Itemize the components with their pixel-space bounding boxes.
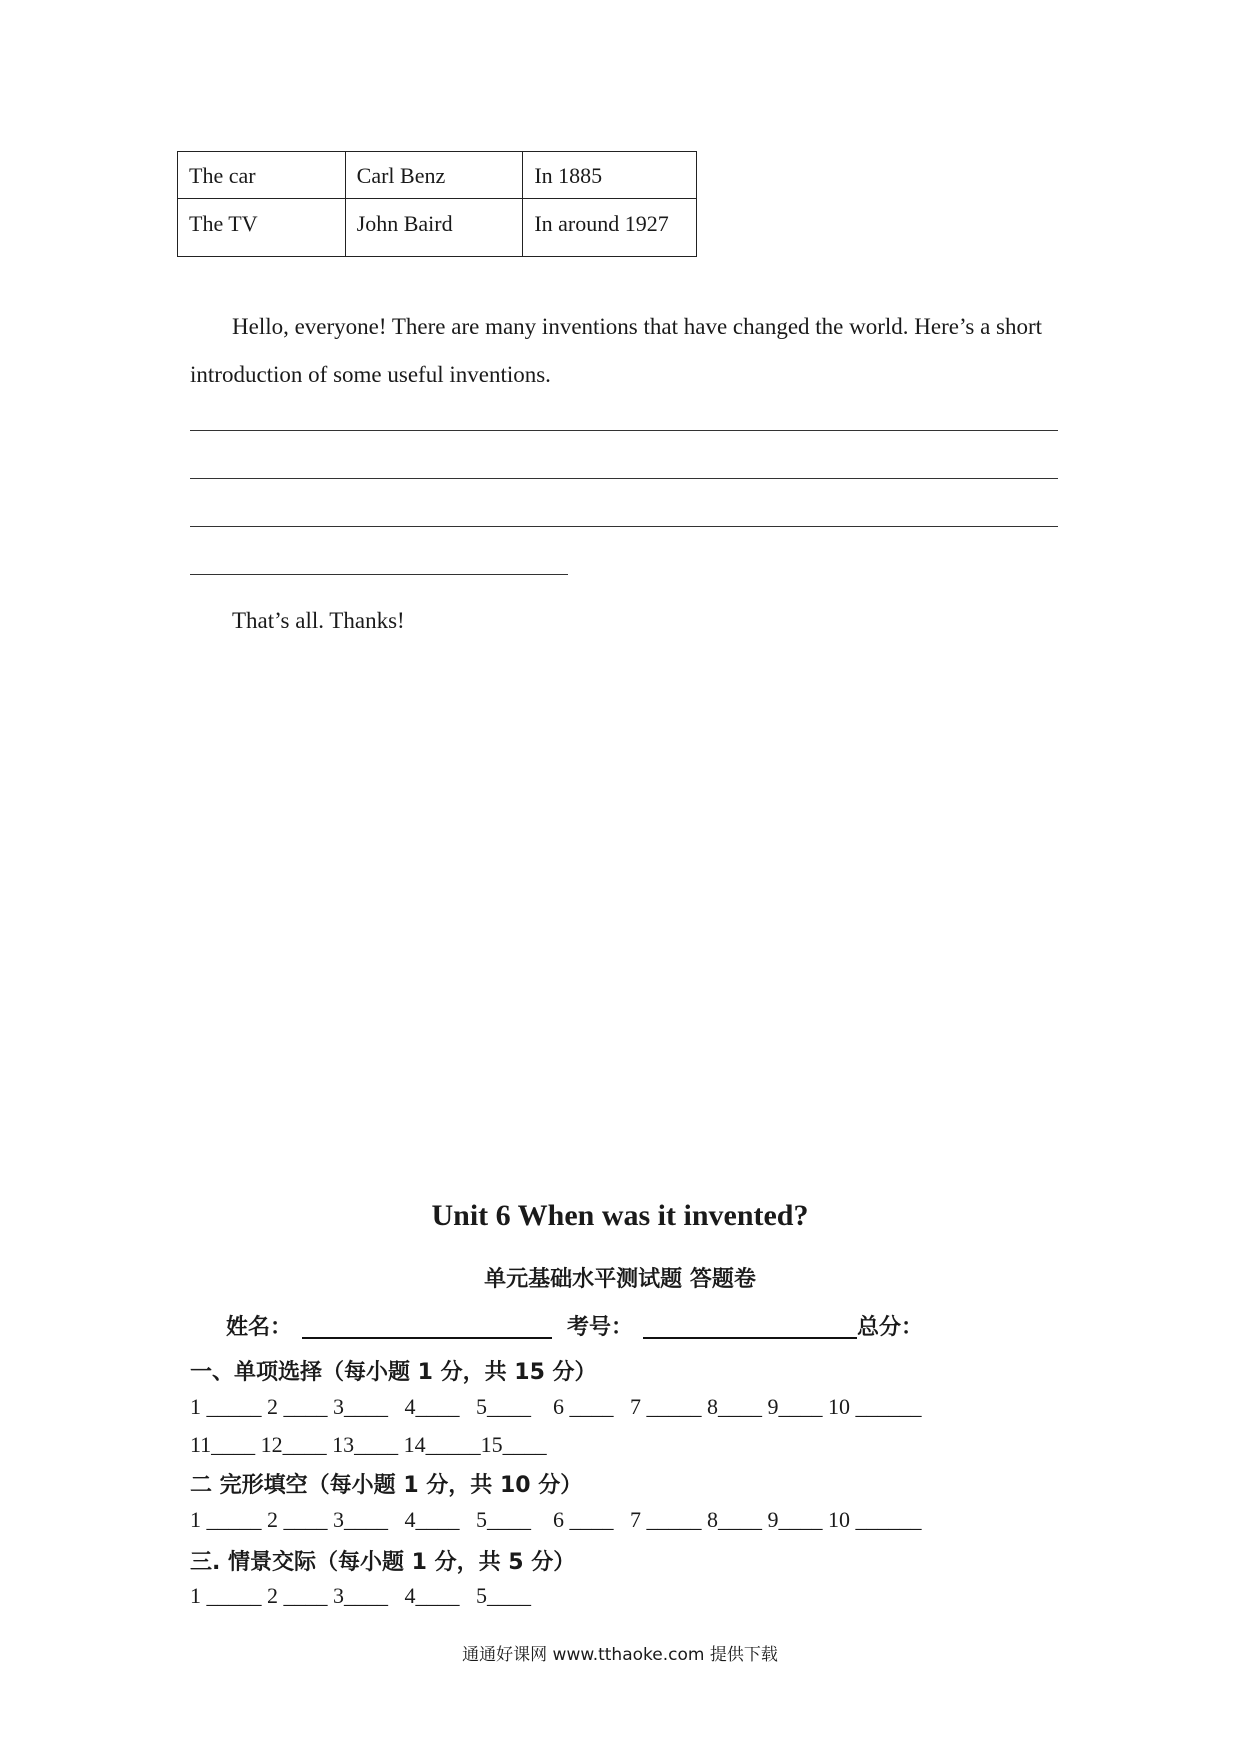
writing-line xyxy=(190,430,1058,431)
answer-sheet-subtitle: 单元基础水平测试题 答题卷 xyxy=(484,1267,756,1292)
table-cell: John Baird xyxy=(345,199,523,257)
table-cell: Carl Benz xyxy=(345,152,523,199)
table-cell: The car xyxy=(178,152,346,199)
footer-text: 通通好课网 www.tthaoke.com 提供下载 xyxy=(462,1645,778,1665)
table-cell: In around 1927 xyxy=(523,199,697,257)
section1-answer-row[interactable]: 11____ 12____ 13____ 14_____15____ xyxy=(190,1432,547,1457)
inventions-table xyxy=(177,151,697,257)
name-label: 姓名： xyxy=(226,1315,293,1340)
score-label: 总分： xyxy=(857,1315,924,1340)
table-row xyxy=(178,199,697,257)
table-cell: The TV xyxy=(178,199,346,257)
writing-line xyxy=(190,478,1058,479)
intro-paragraph: Hello, everyone! There are many inventions that have changed the world. Here’s a short introduction of some useful inventions. xyxy=(190,314,1043,387)
answer-sheet-title: Unit 6 When was it invented? xyxy=(431,1199,809,1232)
writing-line xyxy=(190,526,1058,527)
writing-line xyxy=(190,574,568,575)
closing-paragraph: That’s all. Thanks! xyxy=(232,608,405,633)
section3-answer-row[interactable]: 1 _____ 2 ____ 3____ 4____ 5____ xyxy=(190,1583,531,1608)
section1-title: 一、单项选择（每小题 1 分，共 15 分） xyxy=(190,1360,597,1385)
section3-title: 三. 情景交际（每小题 1 分，共 5 分） xyxy=(190,1550,576,1575)
name-blank[interactable] xyxy=(302,1337,552,1339)
section2-answer-row[interactable]: 1 _____ 2 ____ 3____ 4____ 5____ 6 ____ 7 _____ 8____ 9____ 10 ______ xyxy=(190,1507,922,1532)
table-cell: In 1885 xyxy=(523,152,697,199)
number-blank[interactable] xyxy=(643,1337,857,1339)
section1-answer-row[interactable]: 1 _____ 2 ____ 3____ 4____ 5____ 6 ____ 7 _____ 8____ 9____ 10 ______ xyxy=(190,1394,922,1419)
table-row xyxy=(178,152,697,199)
section2-title: 二 完形填空（每小题 1 分，共 10 分） xyxy=(190,1473,583,1498)
number-label: 考号： xyxy=(567,1315,634,1340)
